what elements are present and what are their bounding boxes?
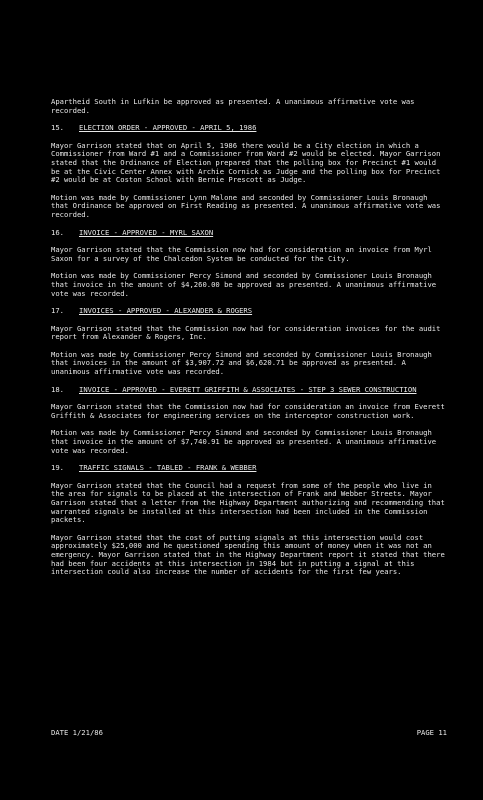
section-16	[51, 229, 447, 299]
section-paragraph: Motion was made by Commissioner Lynn Malone and seconded by Commissioner Louis Bronaugh that Ordinance be approved on First Reading as presented. A unanimous affirmative vote was recorded.	[51, 192, 441, 219]
section-number: 15.	[51, 123, 64, 133]
section-heading	[51, 386, 447, 395]
section-paragraph: Mayor Garrison stated that on April 5, 1986 there would be a City election in which a Commissioner from Ward #1 and a Commissioner from Ward #2 would be elected. Mayor Garrison stated that the Ordinance of Election prepared that the polling box for Precinct #1 would be at the Civic Center Annex with Archie Cornick as Judge and the polling box for Precinct #2 would be at Coston School with Bernie Prescott as Judge.	[51, 140, 441, 185]
section-paragraph: Motion was made by Commissioner Percy Simond and seconded by Commissioner Louis Bronaugh that invoice in the amount of $7,740.91 be approved as presented. A unanimous affirmative vote was recorded.	[51, 428, 437, 455]
section-paragraph: Mayor Garrison stated that the Commission now had for consideration invoices for the audit report from Alexander & Rogers, Inc.	[51, 323, 441, 342]
section-number: 16.	[51, 227, 64, 237]
section-paragraph: Mayor Garrison stated that the Commission now had for consideration an invoice from Myrl Saxon for a survey of the Chalcedon System be conducted for the City.	[51, 245, 432, 263]
section-heading	[51, 229, 447, 238]
minutes-page	[51, 98, 447, 586]
footer-date: DATE 1/21/86	[51, 728, 103, 737]
section-19	[51, 464, 447, 577]
section-title: TRAFFIC SIGNALS - TABLED - FRANK & WEBBER	[79, 463, 257, 473]
section-heading	[51, 464, 447, 473]
section-paragraph: Motion was made by Commissioner Percy Simond and seconded by Commissioner Louis Bronaugh that invoice in the amount of $4,260.00 be approved as presented. A unanimous affirmative vote was recorded.	[51, 271, 437, 298]
section-title: INVOICES - APPROVED - ALEXANDER & ROGERS	[79, 306, 253, 316]
page-footer	[51, 729, 447, 738]
section-paragraph: Mayor Garrison stated that the cost of putting signals at this intersection would cost approximately $25,000 and he questioned spending this amount of money when it was not an emergency. Mayor Garrison stated that in the Highway Department report it stated that there had been four accidents at this intersection in 1984 but in putting a signal at this intersection could also increase the number of accidents for the first few years.	[51, 532, 445, 577]
intro-paragraph: Apartheid South in Lufkin be approved as presented. A unanimous affirmative vote was recorded.	[51, 97, 415, 115]
section-number: 18.	[51, 384, 64, 394]
section-15	[51, 124, 447, 219]
section-paragraph: Mayor Garrison stated that the Commission now had for consideration an invoice from Everett Griffith & Associates for engineering services on the interceptor construction work.	[51, 402, 445, 420]
section-heading	[51, 307, 447, 316]
section-number: 17.	[51, 306, 64, 316]
section-17	[51, 307, 447, 377]
section-title: INVOICE - APPROVED - EVERETT GRIFFITH & ASSOCIATES - STEP 3 SEWER CONSTRUCTION	[79, 384, 417, 394]
section-title: INVOICE - APPROVED - MYRL SAXON	[79, 227, 214, 237]
section-heading	[51, 124, 447, 133]
section-paragraph: Mayor Garrison stated that the Council had a request from some of the people who live in the area for signals to be placed at the intersection of Frank and Webber Streets. Mayor Garrison stated that a letter from the Highway Department authorizing and recommending that warranted signals be installed at this intersection had been included in the Commission packets.	[51, 480, 445, 525]
section-number: 19.	[51, 463, 64, 473]
footer-page-number: PAGE 11	[416, 728, 447, 737]
section-18	[51, 386, 447, 456]
section-title: ELECTION ORDER - APPROVED - APRIL 5, 1986	[79, 123, 257, 133]
section-paragraph: Motion was made by Commissioner Percy Simond and seconded by Commissioner Louis Bronaugh that invoices in the amount of $3,907.72 and $6,620.71 be approved as presented. A unanimous affirmative vote was recorded.	[51, 349, 432, 377]
